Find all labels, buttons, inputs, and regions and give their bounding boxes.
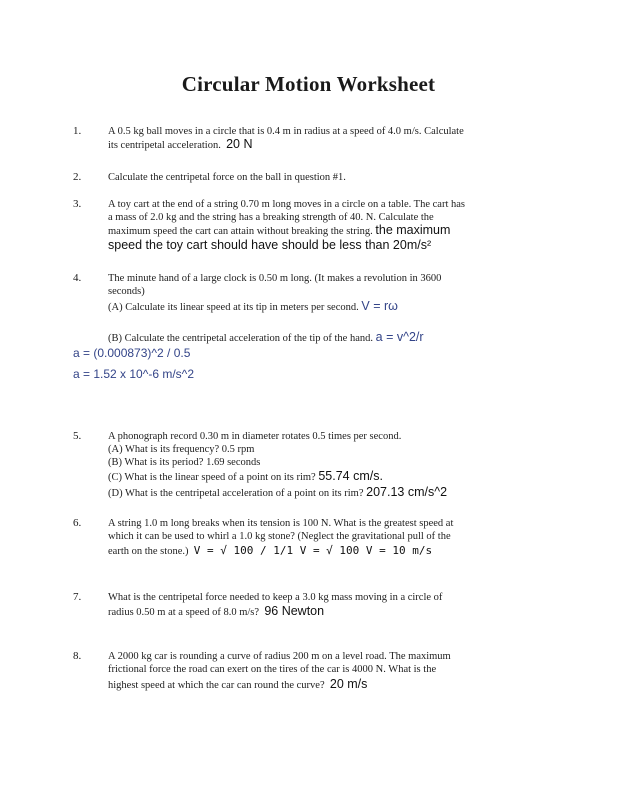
question-number: 6. [73,517,82,529]
question-text: A phonograph record 0.30 m in diameter rotates 0.5 times per second. (A) What is its frequency? 0.5 rpm (B) What is its period? 1.69 seconds (C) What is the linear speed of a point on its rim? 55.74 cm/s. (D) What is the centripetal acceleration of a point on its rim? 207.13 cm/s^2 [108,431,448,499]
work-line: a = 1.52 x 10^-6 m/s^2 [73,367,194,381]
answer-text: the maximum [375,223,451,237]
question-text: A string 1.0 m long breaks when its tension is 100 N. What is the greatest speed at which it can be used to whirl a 1.0 kg stone? (Neglect the gravitational pull of the earth on the stone.) V = √ 100 / 1/1 V = √ 100 V = 10 m/s [108,518,454,557]
question-number: 1. [73,125,82,137]
question-number: 7. [73,591,82,603]
page-title: Circular Motion Worksheet [181,72,436,96]
answer-text: V = rω [361,299,398,313]
question-number: 4. [73,272,82,284]
answer-text: 20 N [226,137,253,151]
question-text: A 0.5 kg ball moves in a circle that is 0.4 m in radius at a speed of 4.0 m/s. Calculate its centripetal acceleration. 20 N [108,126,464,151]
answer-text: 55.74 cm/s. [318,469,383,483]
question-text: Calculate the centripetal force on the ball in question #1. [108,172,346,183]
question-number: 8. [73,650,82,662]
work-line: a = (0.000873)^2 / 0.5 [73,346,191,360]
question-text: The minute hand of a large clock is 0.50 m long. (It makes a revolution in 3600 seconds) (A) Calculate its linear speed at its tip in meters per second. V = rω (B) Calculate the centripetal acceleration of the tip of the hand. a = v^2/r [108,273,442,344]
answer-text: 20 m/s [329,677,368,691]
question-text: What is the centripetal force needed to keep a 3.0 kg mass moving in a circle of radius 0.50 m at a speed of 8.0 m/s? 96 Newton [108,592,443,618]
answer-text: speed the toy cart should have should be less than 20m/s² [108,238,432,252]
question-text: A toy cart at the end of a string 0.70 m long moves in a circle on a table. The cart has a mass of 2.0 kg and the string has a breaking strength of 40. N. Calculate the maximum speed the cart can attain without breaking the string. the maximum speed the toy cart should have should be less than 20m/s² [108,198,548,253]
answer-text: 207.13 cm/s^2 [366,485,448,499]
question-number: 3. [73,198,82,210]
answer-text: a = v^2/r [375,330,424,344]
answer-text: V = √ 100 / 1/1 V = √ 100 V = 10 m/s [193,544,433,557]
question-text: A 2000 kg car is rounding a curve of radius 200 m on a level road. The maximum frictional force the road can exert on the tires of the car is 4000 N. What is the highest speed at which the car can round the curve? 20 m/s [108,651,451,691]
question-number: 2. [73,171,82,183]
question-number: 5. [73,430,82,442]
answer-text: 96 Newton [264,604,325,618]
